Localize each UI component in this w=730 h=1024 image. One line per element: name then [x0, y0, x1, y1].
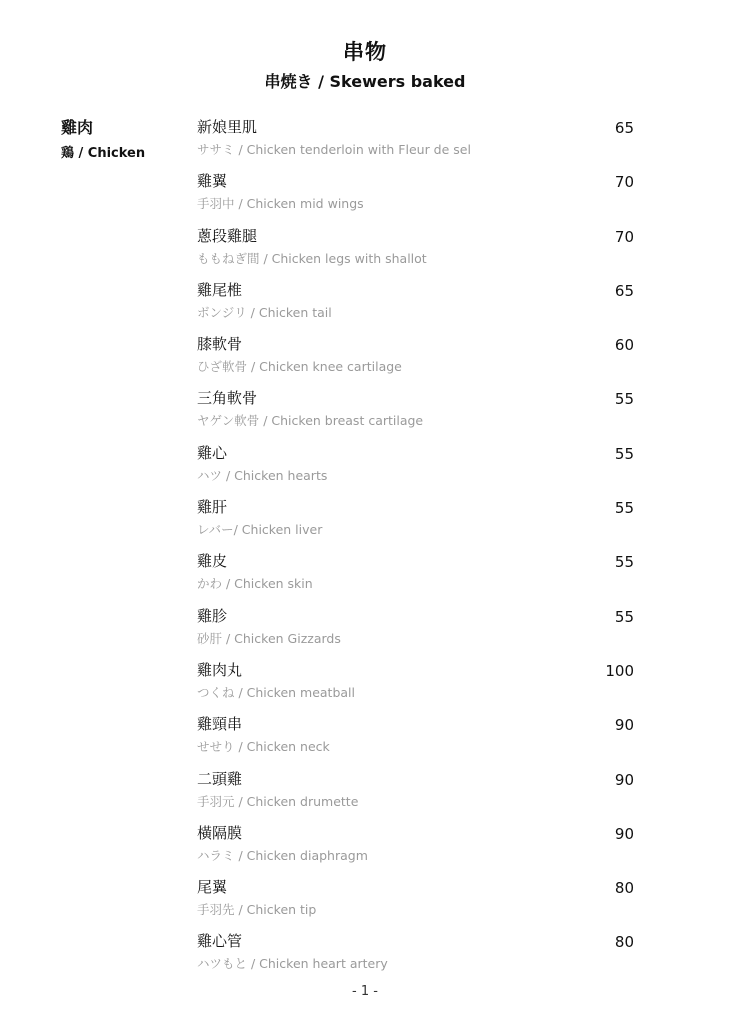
menu-item-price: 100	[605, 661, 634, 680]
menu-item-description: 手羽元 / Chicken drumette	[197, 793, 359, 809]
menu-item-name: 雞尾椎	[197, 280, 243, 299]
menu-item	[197, 226, 634, 280]
menu-item-description: 手羽先 / Chicken tip	[197, 902, 317, 918]
menu-item-price: 60	[614, 336, 634, 355]
menu-item-description: つくね / Chicken meatball	[197, 684, 356, 700]
menu-item-list	[197, 117, 634, 986]
menu-item-description: ハツ / Chicken hearts	[197, 467, 328, 483]
menu-item-name: 雞肝	[197, 498, 228, 517]
menu-item	[197, 823, 634, 877]
menu-item-price: 70	[614, 227, 634, 246]
menu-item-name: 雞皮	[197, 552, 228, 571]
menu-item-description: 手羽中 / Chicken mid wings	[197, 196, 364, 212]
menu-item-description: ボンジリ / Chicken tail	[197, 304, 332, 320]
menu-item-description: ハツもと / Chicken heart artery	[197, 956, 388, 972]
menu-item-name: 雞心管	[197, 932, 243, 951]
menu-item-price: 65	[614, 281, 634, 300]
menu-item	[197, 606, 634, 660]
menu-item-name: 雞心	[197, 443, 228, 462]
menu-item-price: 90	[614, 770, 634, 789]
menu-item-description: せせり / Chicken neck	[197, 739, 330, 755]
menu-item-name: 三角軟骨	[197, 389, 258, 408]
menu-item	[197, 877, 634, 931]
menu-item-price: 70	[614, 173, 634, 192]
menu-item-description: 砂肝 / Chicken Gizzards	[197, 630, 341, 646]
menu-item	[197, 171, 634, 225]
menu-item-name: 雞肉丸	[197, 660, 243, 679]
menu-item-price: 80	[614, 933, 634, 952]
menu-item	[197, 280, 634, 334]
menu-item	[197, 117, 634, 171]
page-title: 串物	[343, 40, 387, 64]
menu-item-description: かわ / Chicken skin	[197, 576, 313, 592]
menu-item-description: ひざ軟骨 / Chicken knee cartilage	[197, 359, 402, 375]
menu-item-description: ももねぎ間 / Chicken legs with shallot	[197, 250, 427, 266]
menu-item	[197, 334, 634, 388]
menu-item-description: ヤゲン軟骨 / Chicken breast cartilage	[197, 413, 424, 429]
menu-item-price: 55	[614, 499, 634, 518]
menu-item	[197, 443, 634, 497]
menu-item-name: 橫隔膜	[197, 823, 243, 842]
menu-item-name: 膝軟骨	[197, 335, 243, 354]
menu-item-description: ササミ / Chicken tenderloin with Fleur de sel	[197, 142, 471, 157]
menu-item-name: 蔥段雞腿	[197, 226, 258, 245]
menu-item	[197, 551, 634, 605]
menu-item-price: 80	[614, 879, 634, 898]
category-name-en: 鶏 / Chicken	[61, 146, 146, 161]
menu-item-name: 新娘里肌	[197, 118, 258, 136]
menu-item-name: 尾翼	[197, 878, 228, 897]
menu-item-name: 雞頸串	[197, 715, 243, 734]
page-number: - 1 -	[352, 984, 378, 999]
menu-item-price: 90	[614, 824, 634, 843]
menu-item-description: ハラミ / Chicken diaphragm	[197, 847, 368, 863]
menu-item-description: レバー/ Chicken liver	[197, 522, 323, 538]
menu-item	[197, 714, 634, 768]
menu-item	[197, 931, 634, 985]
menu-item-price: 55	[614, 444, 634, 463]
menu-item	[197, 769, 634, 823]
menu-item-name: 雞胗	[197, 606, 228, 625]
menu-item-price: 65	[614, 119, 634, 137]
menu-item-price: 55	[614, 390, 634, 409]
menu-item-price: 55	[614, 607, 634, 626]
menu-item-name: 雞翼	[197, 172, 228, 191]
menu-item	[197, 388, 634, 442]
category-name-jp: 雞肉	[61, 118, 94, 137]
menu-item-name: 二頭雞	[197, 769, 243, 788]
menu-item-price: 55	[614, 553, 634, 572]
menu-item-price: 90	[614, 716, 634, 735]
menu-item	[197, 660, 634, 714]
menu-item	[197, 497, 634, 551]
page-subtitle: 串焼き / Skewers baked	[264, 72, 466, 91]
